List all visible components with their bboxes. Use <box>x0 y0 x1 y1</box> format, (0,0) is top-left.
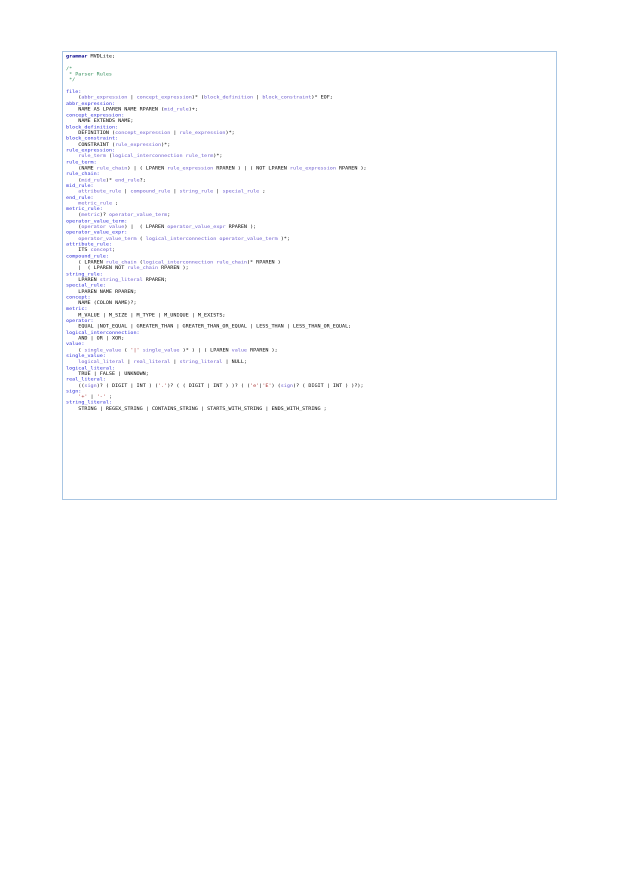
code-token: LPAREN <box>66 277 100 283</box>
code-token: NAME AS LPAREN NAME RPAREN ( <box>66 106 165 113</box>
code-token <box>66 154 78 160</box>
grammar-code-listing <box>66 54 556 412</box>
code-token: ) ( <box>271 382 281 389</box>
code-token: STRING | REGEX_STRING | CONTAINS_STRING | STARTS_WITH_STRING | ENDS_WITH_STRING ; <box>66 406 327 412</box>
code-token: concept_expression <box>115 130 171 136</box>
code-token: 'E' <box>262 382 272 389</box>
code-token: end_rule: <box>66 194 94 201</box>
code-token: )? ( DIGIT | INT ) )?); <box>293 382 364 389</box>
code-token: metric: <box>66 306 88 313</box>
code-token <box>66 236 78 242</box>
code-token: ( <box>136 235 146 242</box>
code-token: rule_chain <box>216 259 247 266</box>
code-token: (( <box>66 382 85 389</box>
code-token: logical_literal <box>78 359 125 365</box>
code-token: mid_rule: <box>66 183 94 189</box>
code-token: operator_value_term <box>219 235 278 242</box>
code-token <box>66 189 78 195</box>
code-token: | <box>170 359 180 365</box>
code-listing-box <box>62 51 557 500</box>
code-token: | ( LPAREN NOT <box>66 265 128 271</box>
code-token: * Parser Rules <box>66 71 113 78</box>
code-token: abbr_expression <box>81 95 128 101</box>
code-token: sign <box>280 382 294 389</box>
code-token: ITS <box>66 247 91 254</box>
code-token: )? <box>99 212 109 219</box>
code-token: metric_rule: <box>66 206 103 213</box>
code-token: rule_expression <box>179 130 226 136</box>
code-token: abbr_expression: <box>66 100 116 107</box>
code-token: ; <box>259 189 266 195</box>
code-token: | <box>170 189 180 195</box>
code-token: operator_value_term: <box>66 218 128 224</box>
code-token: | <box>124 359 134 365</box>
code-token: metric_rule <box>78 200 113 207</box>
code-token: TRUE | FALSE | UNKNOWN; <box>66 371 149 377</box>
code-token: )*; <box>213 153 223 160</box>
code-token: operator <box>81 224 106 230</box>
code-token: rule_expression <box>115 142 162 148</box>
code-token: concept_expression <box>136 95 192 101</box>
code-token: | <box>213 189 223 195</box>
code-token: end_rule <box>115 177 140 183</box>
code-token: MVDLite; <box>87 54 116 60</box>
code-token: mid_rule <box>164 106 189 113</box>
code-token: rule_chain <box>127 265 159 271</box>
code-token: rule_term: <box>66 159 97 166</box>
code-token: ; <box>112 200 119 207</box>
code-token: NAME (COLON NAME)?; <box>66 300 137 307</box>
code-token: AND | OR | XOR; <box>66 335 125 342</box>
code-token: '.' <box>158 382 168 389</box>
code-token: | <box>259 382 263 389</box>
code-token: )* ) | ( LPAREN <box>179 347 232 354</box>
code-token: rule_chain <box>96 165 128 172</box>
code-token: )* ( <box>191 95 205 101</box>
code-token: rule_chain: <box>66 171 100 177</box>
code-token: special_rule: <box>66 282 106 289</box>
code-token: CONSTRAINT ( <box>66 142 116 148</box>
code-token: logical_interconnection: <box>66 329 140 336</box>
code-token: operator: <box>66 318 94 324</box>
code-token: ) | ( LPAREN <box>124 224 168 230</box>
code-token: 'e' <box>250 382 260 389</box>
code-token: '+' <box>78 394 88 401</box>
code-token: operator_value_expr <box>167 224 226 230</box>
code-token: rule_expression <box>289 165 336 172</box>
code-token: (NAME <box>66 165 97 172</box>
code-token: ( <box>66 224 82 230</box>
code-token: */ <box>66 77 76 84</box>
code-token: string_rule: <box>66 271 103 277</box>
code-token: )*; <box>277 235 290 242</box>
code-token: metric <box>81 212 100 219</box>
code-token: rule_chain <box>105 259 137 266</box>
code-token: ( <box>66 177 82 183</box>
code-token: block_constraint: <box>66 136 119 142</box>
code-token: | <box>170 130 180 136</box>
code-token: string_literal <box>99 277 143 283</box>
code-token: )+; <box>188 106 198 113</box>
code-token: ( <box>66 212 82 219</box>
code-line <box>66 406 556 412</box>
code-token: file: <box>66 89 82 95</box>
code-token: logical_interconnection <box>112 153 183 160</box>
code-token: sign: <box>66 388 82 395</box>
code-token: ; <box>112 247 116 254</box>
code-token: )* <box>105 177 116 183</box>
code-token: compound_rule <box>130 189 171 195</box>
code-token: )? ( DIGIT | INT ) ( <box>96 382 159 389</box>
code-token: mid_rule <box>81 177 106 183</box>
code-token: NAME EXTENDS NAME; <box>66 118 134 125</box>
code-token: string_literal: <box>66 400 113 406</box>
code-token: logical_literal: <box>66 365 116 371</box>
code-token: block_definition: <box>66 124 119 131</box>
code-token: ( <box>121 347 131 354</box>
code-token <box>66 394 78 400</box>
code-token: special_rule <box>222 189 260 195</box>
code-token: string_rule <box>179 189 214 195</box>
code-token: ( <box>66 347 85 354</box>
code-token: RPAREN; <box>142 277 168 283</box>
code-token: | <box>121 189 131 195</box>
code-token: /* <box>66 65 73 72</box>
code-token: | <box>253 95 263 101</box>
code-token: LPAREN NAME RPAREN; <box>66 288 137 295</box>
code-token: ; <box>167 212 171 219</box>
code-token: block_constraint <box>262 95 312 101</box>
code-token: )*; <box>225 130 235 136</box>
code-token: single_value: <box>66 353 106 359</box>
code-token: ; <box>105 394 113 401</box>
code-token: value: <box>66 341 85 348</box>
code-token: RPAREN ); <box>158 265 189 271</box>
code-token: compound_rule: <box>66 253 109 260</box>
code-token: DEFINITION ( <box>66 130 116 136</box>
code-token: '|' <box>130 347 140 354</box>
code-token: rule_expression: <box>66 147 116 154</box>
code-token: rule_term <box>78 153 106 160</box>
code-token: real_literal: <box>66 376 106 383</box>
code-token: rule_term <box>185 153 214 160</box>
code-token: EQUAL |NOT_EQUAL | GREATER_THAN | GREATER_THAN_OR_EQUAL | LESS_THAN | LESS_THAN_OR_EQUAL; <box>66 324 352 330</box>
code-token: ( <box>66 95 82 101</box>
code-token: ( LPAREN <box>66 259 106 266</box>
code-token: grammar <box>66 54 88 60</box>
code-token: value <box>108 224 125 230</box>
code-token: concept <box>90 247 113 254</box>
code-token: value <box>231 347 247 354</box>
code-token: block_definition <box>204 95 254 101</box>
code-token: sign <box>84 382 97 389</box>
code-token: ( <box>136 259 143 266</box>
code-token: attribute_rule: <box>66 241 113 248</box>
code-token: | <box>87 394 97 401</box>
code-token: operator_value_expr: <box>66 230 128 236</box>
code-token: concept_expression: <box>66 112 125 119</box>
code-token: ?; <box>139 177 146 183</box>
code-token: )* EOF; <box>311 95 333 101</box>
code-token: rule_expression <box>167 165 214 172</box>
code-token: operator_value_term <box>108 212 168 219</box>
code-token: single_value <box>142 347 180 354</box>
code-token: string_literal <box>179 359 223 365</box>
code-token: | NULL; <box>222 359 247 365</box>
code-token <box>66 359 78 365</box>
code-token: RPAREN ) | ( NOT LPAREN <box>213 165 290 172</box>
code-token: )* RPAREN ) <box>246 259 281 266</box>
code-token: RPAREN ); <box>335 165 367 172</box>
code-token: RPAREN ); <box>225 224 257 230</box>
code-token: logical_interconnection <box>142 259 214 266</box>
code-token: concept: <box>66 294 91 301</box>
code-token: )*; <box>161 142 171 148</box>
code-token: '-' <box>96 394 106 401</box>
code-token: )? ( ( DIGIT | INT ) )? ( ( <box>167 382 251 389</box>
code-token: ( <box>105 153 113 160</box>
code-token <box>66 201 78 207</box>
code-token: logical_interconnection <box>145 235 217 242</box>
code-token: | <box>127 95 137 101</box>
code-token: RPAREN ); <box>247 347 278 354</box>
code-token: operator_value_term <box>78 235 137 242</box>
code-token: attribute_rule <box>78 189 122 195</box>
code-token: ) | ( LPAREN <box>127 165 168 172</box>
code-token: M_VALUE | M_SIZE | M_TYPE | M_UNIQUE | M_EXISTS; <box>66 312 226 318</box>
code-token: single_value <box>84 347 122 354</box>
code-token: real_literal <box>133 359 171 365</box>
